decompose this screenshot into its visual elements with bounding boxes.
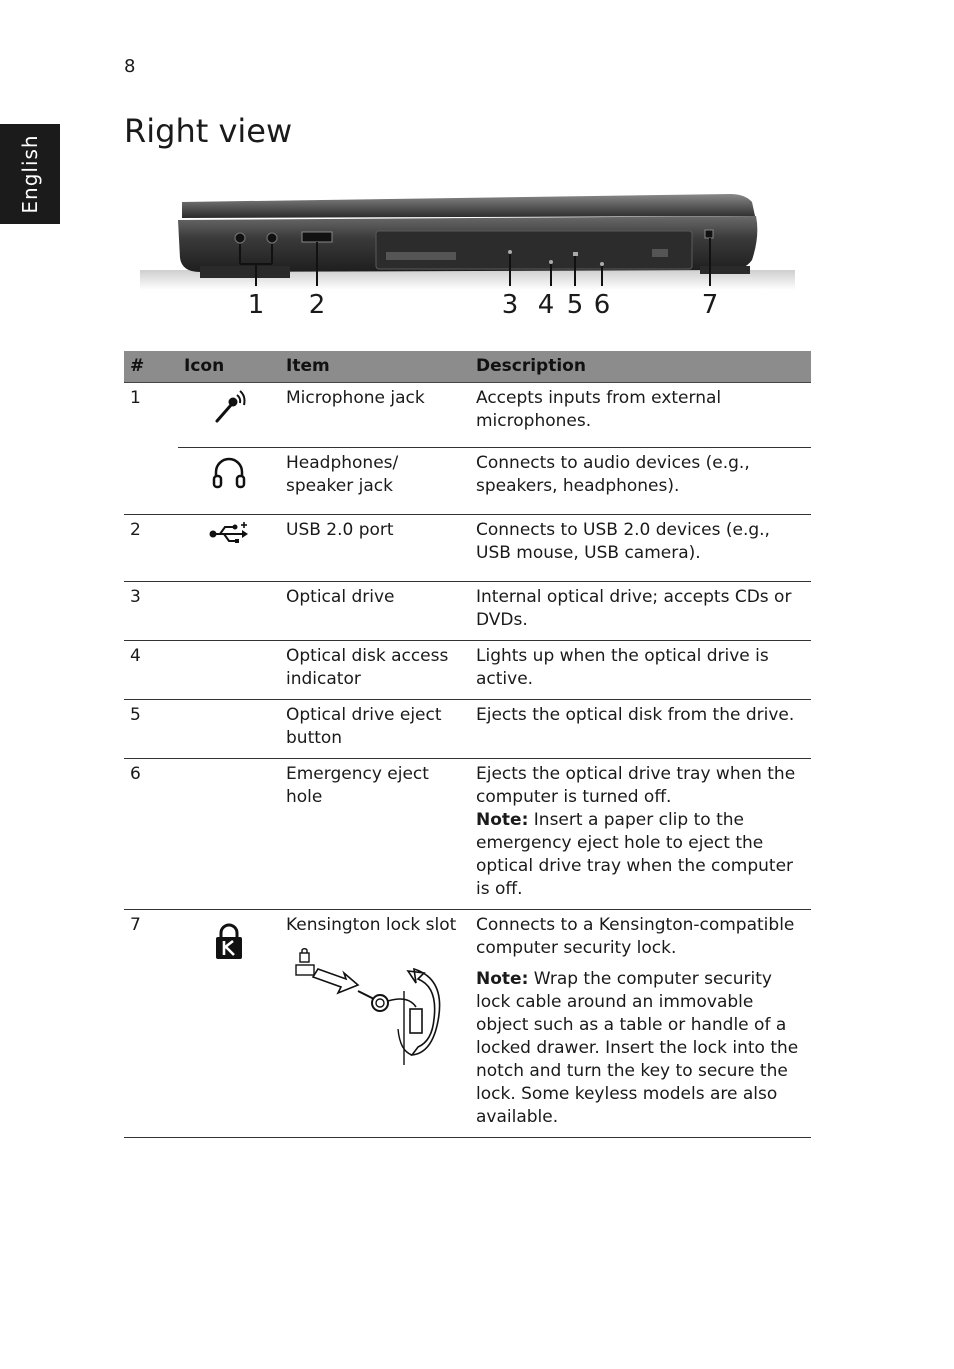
row-description: Connects to a Kensington-compatible computer security lock. xyxy=(476,915,795,958)
row-item: Optical drive eject button xyxy=(280,700,470,759)
row-description-cell xyxy=(470,910,811,1138)
callout-3: 3 xyxy=(501,290,519,320)
row-icon xyxy=(178,383,280,448)
table-row xyxy=(124,582,811,641)
row-item: Kensington lock slot xyxy=(286,915,457,935)
header-description: Description xyxy=(470,351,811,383)
row-description: Internal optical drive; accepts CDs or DVDs. xyxy=(470,582,811,641)
row-icon xyxy=(178,582,280,641)
callout-7: 7 xyxy=(701,290,719,320)
note-label: Note: xyxy=(476,969,529,989)
table-row xyxy=(124,383,811,448)
note-label: Note: xyxy=(476,810,529,830)
table-row xyxy=(124,515,811,582)
callout-5: 5 xyxy=(566,290,584,320)
row-num: 7 xyxy=(124,910,178,1138)
header-icon: Icon xyxy=(178,351,280,383)
row-num: 1 xyxy=(124,383,178,515)
callout-4: 4 xyxy=(537,290,555,320)
row-icon xyxy=(178,910,280,1138)
row-icon xyxy=(178,700,280,759)
row-item: USB 2.0 port xyxy=(280,515,470,582)
row-note xyxy=(476,809,805,901)
laptop-side-illustration xyxy=(140,186,800,291)
row-description: Lights up when the optical drive is active. xyxy=(470,641,811,700)
callout-1: 1 xyxy=(247,290,265,320)
table-row xyxy=(124,910,811,1138)
callout-6: 6 xyxy=(593,290,611,320)
microphone-icon xyxy=(209,387,249,427)
row-icon xyxy=(178,448,280,515)
table-header-row xyxy=(124,351,811,383)
headphones-icon xyxy=(209,452,249,492)
table-row xyxy=(124,641,811,700)
page-title: Right view xyxy=(124,112,293,150)
row-description: Ejects the optical disk from the drive. xyxy=(470,700,811,759)
page-number: 8 xyxy=(124,56,136,77)
row-item: Optical drive xyxy=(280,582,470,641)
kensington-lock-icon xyxy=(213,922,245,962)
row-item: Optical disk access indicator xyxy=(280,641,470,700)
row-item: Emergency eject hole xyxy=(280,759,470,910)
row-num: 3 xyxy=(124,582,178,641)
row-description: Accepts inputs from external microphones. xyxy=(470,383,811,448)
lock-illustration xyxy=(288,943,448,1068)
row-description: Connects to audio devices (e.g., speakers, headphones). xyxy=(470,448,811,515)
header-item: Item xyxy=(280,351,470,383)
header-num: # xyxy=(124,351,178,383)
row-icon xyxy=(178,759,280,910)
callout-2: 2 xyxy=(308,290,326,320)
table-row xyxy=(124,700,811,759)
table-row xyxy=(124,759,811,910)
row-num: 6 xyxy=(124,759,178,910)
table-row xyxy=(124,448,811,515)
laptop-right-view-figure xyxy=(140,186,800,331)
row-item: Headphones/ speaker jack xyxy=(280,448,470,515)
row-icon xyxy=(178,641,280,700)
row-icon xyxy=(178,515,280,582)
row-description: Ejects the optical drive tray when the computer is turned off. xyxy=(476,764,796,807)
row-description: Connects to USB 2.0 devices (e.g., USB mouse, USB camera). xyxy=(470,515,811,582)
row-note xyxy=(476,968,805,1129)
row-description-cell xyxy=(470,759,811,910)
note-text: Wrap the computer security lock cable around an immovable object such as a table or handle of a locked drawer. Insert the lock into the notch and turn the key to secure the lock. Some keyless models are also available. xyxy=(476,969,799,1127)
ports-table xyxy=(124,351,811,1138)
row-item: Microphone jack xyxy=(280,383,470,448)
row-item-cell xyxy=(280,910,470,1138)
language-tab xyxy=(0,124,60,224)
row-num: 5 xyxy=(124,700,178,759)
note-text: Insert a paper clip to the emergency eject hole to eject the optical drive tray when the computer is off. xyxy=(476,810,794,899)
row-num: 2 xyxy=(124,515,178,582)
language-tab-label: English xyxy=(18,134,42,214)
usb-icon xyxy=(208,519,250,549)
row-num: 4 xyxy=(124,641,178,700)
